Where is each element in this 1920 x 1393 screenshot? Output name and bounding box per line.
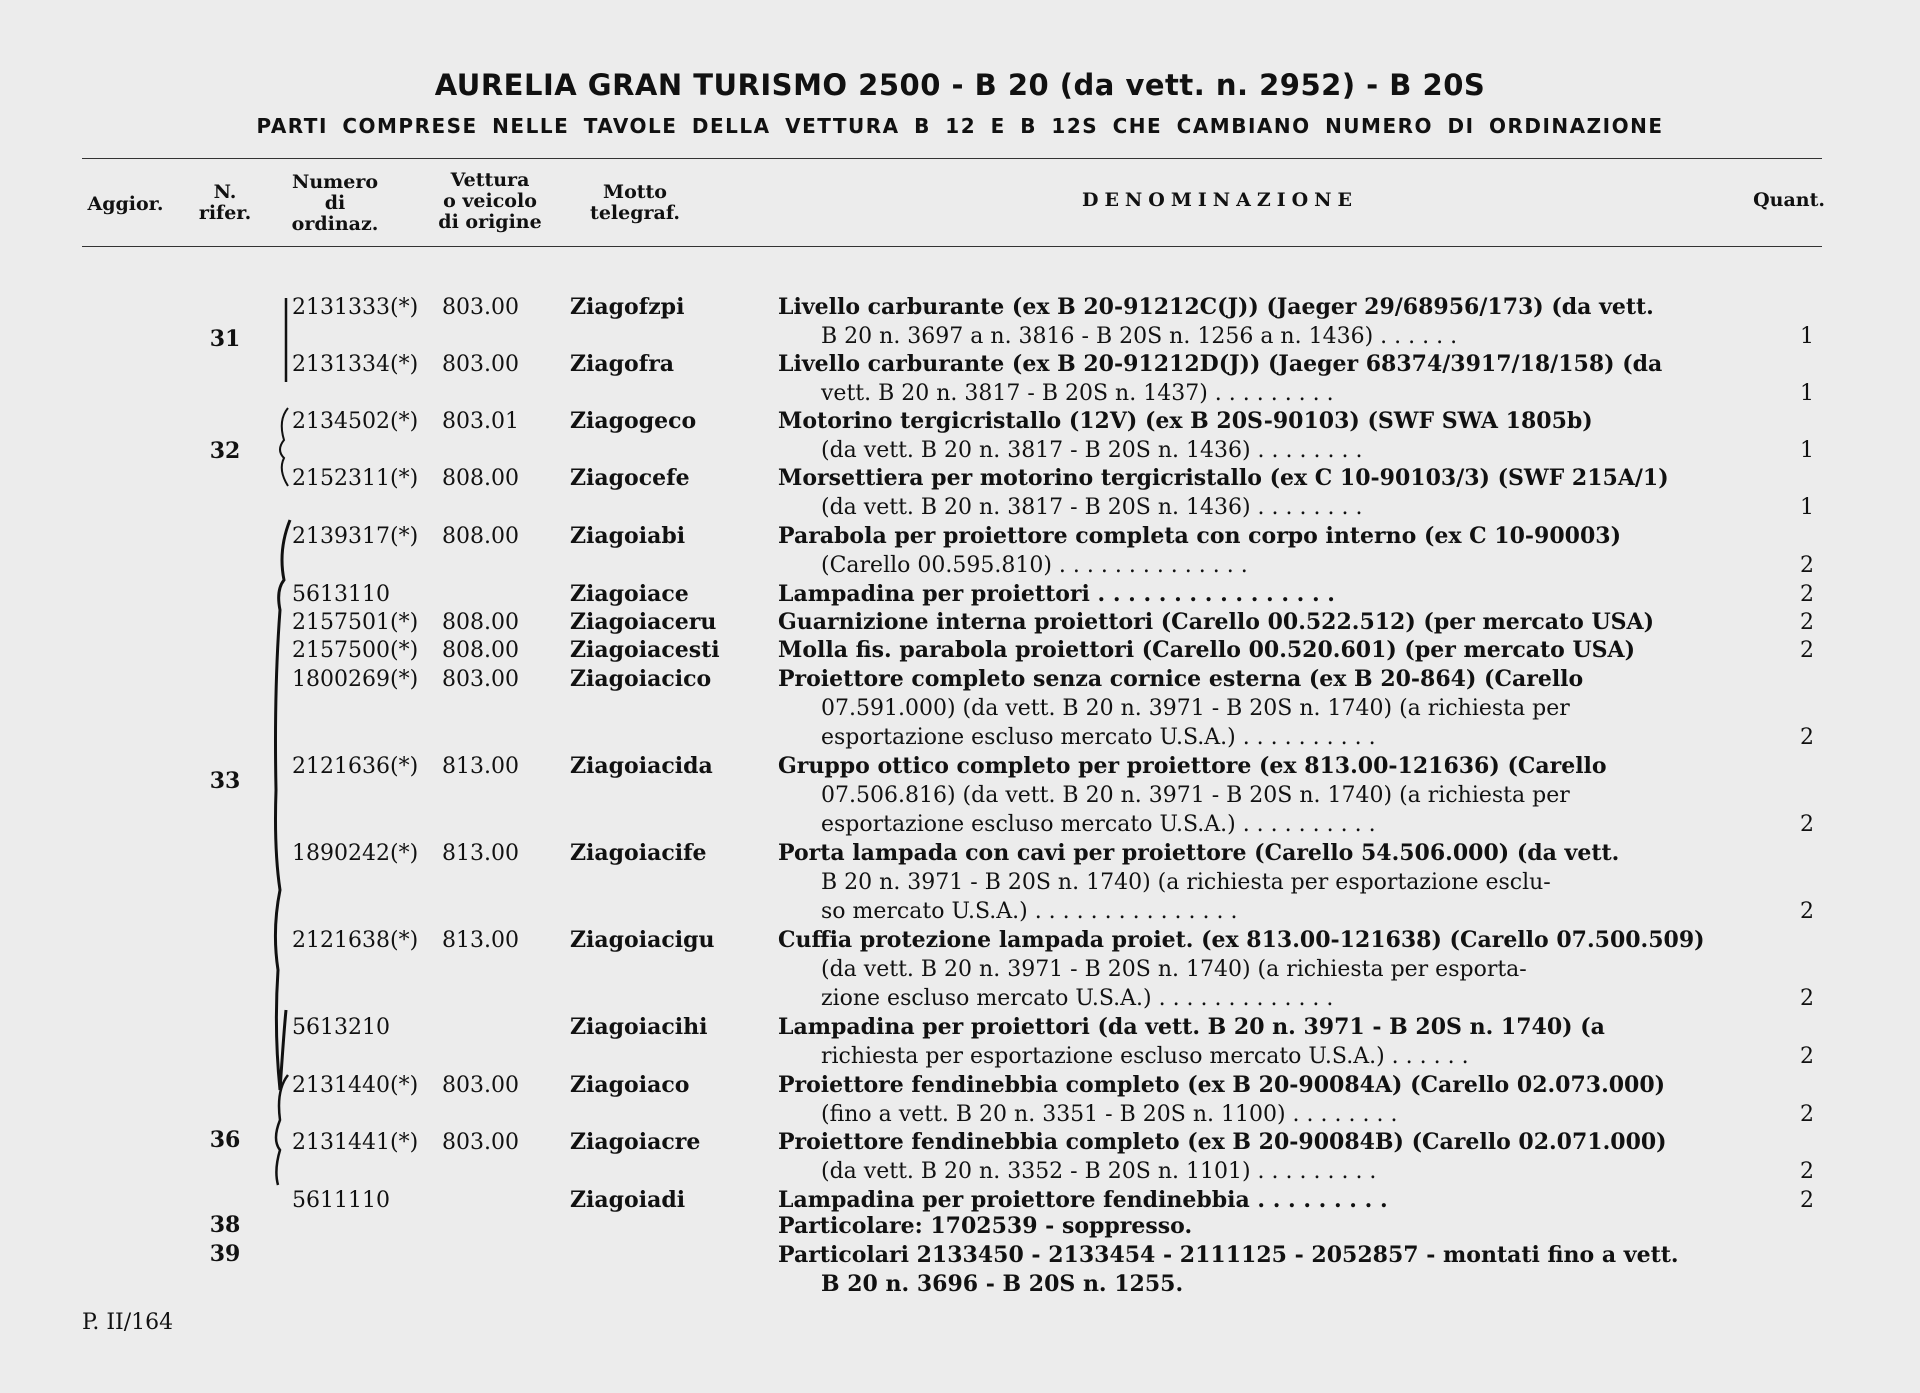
quantity: 2	[1800, 725, 1814, 750]
quantity: 2	[1800, 986, 1814, 1011]
quantity: 1	[1800, 438, 1814, 463]
description-line: B 20 n. 3697 a n. 3816 - B 20S n. 1256 a n. 1436) . . . . . .	[821, 324, 1458, 349]
description-line: Proiettore completo senza cornice esterna (ex B 20-864) (Carello	[778, 666, 1584, 692]
order-number: 5611110	[292, 1188, 390, 1213]
header-numero-line2: di	[324, 192, 346, 214]
part-description	[778, 350, 1742, 408]
order-number: 2131333(*)	[292, 295, 419, 320]
order-number: 2152311(*)	[292, 466, 419, 491]
vehicle-origin: 803.00	[442, 352, 519, 377]
description-line: B 20 n. 3696 - B 20S n. 1255.	[821, 1271, 1184, 1297]
description-line: Lampadina per proiettore fendinebbia . . . . . . . . .	[778, 1187, 1388, 1213]
description-line: (da vett. B 20 n. 3352 - B 20S n. 1101) . . . . . . . . .	[821, 1159, 1377, 1184]
telegraph-code: Ziagoiacico	[570, 666, 712, 692]
quantity: 2	[1800, 638, 1814, 663]
vehicle-origin: 813.00	[442, 928, 519, 953]
telegraph-code: Ziagoiace	[570, 581, 689, 607]
description-line: zione escluso mercato U.S.A.) . . . . . . . . . . . . .	[821, 986, 1334, 1011]
part-description	[778, 608, 1742, 637]
vehicle-origin: 813.00	[442, 754, 519, 779]
header-vettura-line1: Vettura	[450, 169, 530, 191]
telegraph-code: Ziagocefe	[570, 465, 690, 491]
ref-number: 31	[209, 326, 241, 352]
telegraph-code: Ziagoiacife	[570, 840, 707, 866]
vehicle-origin: 808.00	[442, 638, 519, 663]
part-description	[778, 926, 1742, 1013]
description-line: Morsettiera per motorino tergicristallo (ex C 10-90103/3) (SWF 215A/1)	[778, 465, 1669, 491]
quantity: 2	[1800, 1188, 1814, 1213]
quantity: 2	[1800, 812, 1814, 837]
description-line: Proiettore fendinebbia completo (ex B 20-90084A) (Carello 02.073.000)	[778, 1072, 1666, 1098]
description-line: Parabola per proiettore completa con corpo interno (ex C 10-90003)	[778, 523, 1621, 549]
quantity: 2	[1800, 553, 1814, 578]
description-line: Lampadina per proiettori (da vett. B 20 n. 3971 - B 20S n. 1740) (a	[778, 1014, 1605, 1040]
description-line: (da vett. B 20 n. 3817 - B 20S n. 1436) . . . . . . . .	[821, 438, 1363, 463]
part-description	[778, 752, 1742, 839]
description-line: Porta lampada con cavi per proiettore (Carello 54.506.000) (da vett.	[778, 840, 1620, 866]
description-line: Livello carburante (ex B 20-91212C(J)) (Jaeger 29/68956/173) (da vett.	[778, 294, 1654, 320]
order-number: 2157500(*)	[292, 638, 419, 663]
order-number: 2131440(*)	[292, 1073, 419, 1098]
description-line: richiesta per esportazione escluso mercato U.S.A.) . . . . . .	[821, 1044, 1469, 1069]
description-line: Gruppo ottico completo per proiettore (ex 813.00-121636) (Carello	[778, 753, 1607, 779]
quantity: 2	[1800, 899, 1814, 924]
vehicle-origin: 803.00	[442, 295, 519, 320]
telegraph-code: Ziagoiacida	[570, 753, 713, 779]
order-number: 5613110	[292, 582, 390, 607]
quantity: 2	[1800, 1044, 1814, 1069]
vehicle-origin: 803.00	[442, 1073, 519, 1098]
header-rifer-line2: rifer.	[198, 202, 252, 224]
header-aggior: Aggior.	[87, 193, 164, 215]
part-description	[778, 293, 1742, 351]
part-description	[778, 580, 1742, 609]
header-motto	[570, 182, 700, 224]
order-number: 2131441(*)	[292, 1130, 419, 1155]
order-number: 1800269(*)	[292, 667, 419, 692]
quantity: 2	[1800, 1102, 1814, 1127]
quantity: 2	[1800, 1159, 1814, 1184]
order-number: 1890242(*)	[292, 841, 419, 866]
header-rifer-line1: N.	[213, 181, 237, 203]
page-number: P. II/164	[82, 1310, 174, 1335]
ref-number: 33	[209, 768, 241, 794]
telegraph-code: Ziagoiacihi	[570, 1014, 708, 1040]
vehicle-origin: 808.00	[442, 466, 519, 491]
description-line: 07.591.000) (da vett. B 20 n. 3971 - B 20S n. 1740) (a richiesta per	[821, 696, 1570, 721]
description-line: esportazione escluso mercato U.S.A.) . . . . . . . . . .	[821, 812, 1376, 837]
description-line: Molla fis. parabola proiettori (Carello 00.520.601) (per mercato USA)	[778, 637, 1636, 663]
top-rule	[82, 158, 1822, 159]
part-description	[778, 407, 1742, 465]
order-number: 2121636(*)	[292, 754, 419, 779]
ref-number: 38	[209, 1212, 241, 1238]
telegraph-code: Ziagoiacre	[570, 1129, 701, 1155]
order-number: 5613210	[292, 1015, 390, 1040]
order-number: 2139317(*)	[292, 524, 419, 549]
header-numero	[280, 172, 390, 235]
description-line: (fino a vett. B 20 n. 3351 - B 20S n. 1100) . . . . . . . .	[821, 1102, 1398, 1127]
part-description	[778, 636, 1742, 665]
telegraph-code: Ziagoiaco	[570, 1072, 690, 1098]
quantity: 2	[1800, 610, 1814, 635]
header-rule	[82, 246, 1822, 247]
vehicle-origin: 803.01	[442, 409, 519, 434]
header-vettura-line3: di origine	[438, 211, 542, 233]
description-line: Motorino tergicristallo (12V) (ex B 20S-90103) (SWF SWA 1805b)	[778, 408, 1593, 434]
part-description	[778, 522, 1742, 580]
part-description	[778, 665, 1742, 752]
header-quant: Quant.	[1753, 189, 1825, 211]
header-numero-line3: ordinaz.	[291, 213, 379, 235]
header-rifer	[190, 182, 260, 224]
telegraph-code: Ziagoiabi	[570, 523, 686, 549]
ref-number: 32	[209, 438, 241, 464]
quantity: 2	[1800, 582, 1814, 607]
header-numero-line1: Numero	[291, 171, 379, 193]
header-motto-line2: telegraf.	[590, 202, 680, 224]
part-description	[778, 1241, 1742, 1299]
description-line: (Carello 00.595.810) . . . . . . . . . . . . . .	[821, 553, 1248, 578]
header-vettura	[425, 170, 555, 233]
header-denominazione: DENOMINAZIONE	[1081, 189, 1359, 211]
vehicle-origin: 808.00	[442, 524, 519, 549]
order-number: 2157501(*)	[292, 610, 419, 635]
part-description	[778, 464, 1742, 522]
description-line: Cuffia protezione lampada proiet. (ex 813.00-121638) (Carello 07.500.509)	[778, 927, 1705, 953]
page-subtitle: PARTI COMPRESE NELLE TAVOLE DELLA VETTURA B 12 E B 12S CHE CAMBIANO NUMERO DI ORDINAZIONE	[256, 114, 1664, 138]
quantity: 1	[1800, 381, 1814, 406]
page-title: AURELIA GRAN TURISMO 2500 - B 20 (da vett. n. 2952) - B 20S	[434, 68, 1486, 102]
order-number: 2121638(*)	[292, 928, 419, 953]
description-line: Livello carburante (ex B 20-91212D(J)) (Jaeger 68374/3917/18/158) (da	[778, 351, 1663, 377]
vehicle-origin: 813.00	[442, 841, 519, 866]
part-description	[778, 1128, 1742, 1186]
vehicle-origin: 803.00	[442, 667, 519, 692]
telegraph-code: Ziagoiacesti	[570, 637, 720, 663]
description-line: 07.506.816) (da vett. B 20 n. 3971 - B 20S n. 1740) (a richiesta per	[821, 783, 1570, 808]
part-description	[778, 1013, 1742, 1071]
part-description	[778, 839, 1742, 926]
telegraph-code: Ziagoiacigu	[570, 927, 715, 953]
description-line: (da vett. B 20 n. 3817 - B 20S n. 1436) . . . . . . . .	[821, 495, 1363, 520]
vehicle-origin: 808.00	[442, 610, 519, 635]
part-description	[778, 1071, 1742, 1129]
ref-number: 39	[209, 1241, 241, 1267]
description-line: Particolare: 1702539 - soppresso.	[778, 1213, 1193, 1239]
description-line: so mercato U.S.A.) . . . . . . . . . . . . . . .	[821, 899, 1238, 924]
order-number: 2134502(*)	[292, 409, 419, 434]
telegraph-code: Ziagoiaceru	[570, 609, 717, 635]
header-motto-line1: Motto	[603, 181, 667, 203]
telegraph-code: Ziagoiadi	[570, 1187, 686, 1213]
description-line: (da vett. B 20 n. 3971 - B 20S n. 1740) (a richiesta per esporta-	[821, 957, 1527, 982]
vehicle-origin: 803.00	[442, 1130, 519, 1155]
order-number: 2131334(*)	[292, 352, 419, 377]
quantity: 1	[1800, 495, 1814, 520]
telegraph-code: Ziagogeco	[570, 408, 697, 434]
telegraph-code: Ziagofra	[570, 351, 675, 377]
part-description	[778, 1212, 1742, 1241]
description-line: esportazione escluso mercato U.S.A.) . . . . . . . . . .	[821, 725, 1376, 750]
description-line: Lampadina per proiettori . . . . . . . . . . . . . . . .	[778, 581, 1335, 607]
description-line: Particolari 2133450 - 2133454 - 2111125 - 2052857 - montati fino a vett.	[778, 1242, 1679, 1268]
description-line: B 20 n. 3971 - B 20S n. 1740) (a richiesta per esportazione esclu-	[821, 870, 1551, 895]
description-line: Guarnizione interna proiettori (Carello 00.522.512) (per mercato USA)	[778, 609, 1655, 635]
ref-number: 36	[209, 1127, 241, 1153]
quantity: 1	[1800, 324, 1814, 349]
part-description	[778, 1186, 1742, 1215]
header-vettura-line2: o veicolo	[443, 190, 537, 212]
telegraph-code: Ziagofzpi	[570, 294, 685, 320]
description-line: vett. B 20 n. 3817 - B 20S n. 1437) . . . . . . . . .	[821, 381, 1334, 406]
description-line: Proiettore fendinebbia completo (ex B 20-90084B) (Carello 02.071.000)	[778, 1129, 1667, 1155]
